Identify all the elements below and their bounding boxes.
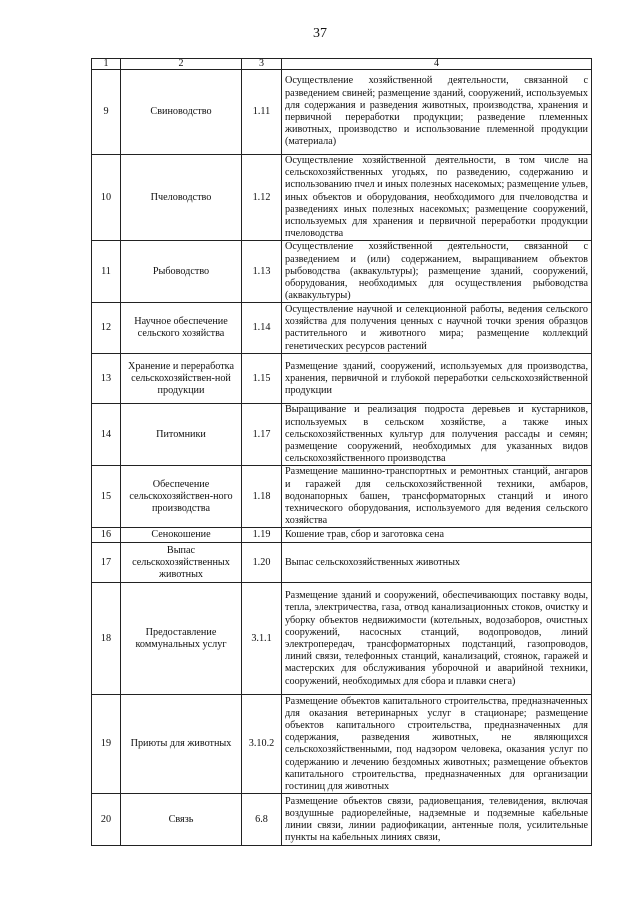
use-code: 3.10.2 (242, 695, 282, 794)
table-row (92, 303, 592, 354)
use-code: 1.17 (242, 404, 282, 466)
header-row (92, 59, 592, 70)
row-number: 17 (92, 543, 121, 583)
use-description: Размещение объектов связи, радиовещания, телевидения, включая воздушные радиорелейные, надземные и подземные кабельные линии связи, линии радиофикации, антенные поля, усилительные пункты на кабельных линиях связи, (282, 794, 592, 846)
table-row (92, 404, 592, 466)
use-name: Пчеловодство (121, 155, 242, 241)
use-name: Рыбоводство (121, 241, 242, 303)
use-code: 1.15 (242, 354, 282, 404)
table-row (92, 155, 592, 241)
use-description: Осуществление научной и селекционной работы, ведения сельского хозяйства для получения ценных с научной точки зрения образцов растительного и животного мира; размещение коллекций генетических ресурсов растений (282, 303, 592, 354)
use-name: Связь (121, 794, 242, 846)
use-code: 1.19 (242, 528, 282, 543)
use-description: Осуществление хозяйственной деятельности, связанной с разведением и (или) содержанием, выращиванием объектов рыбоводства (аквакультуры); размещение зданий, сооружений, оборудования, необходимых для осуществления рыбоводства (аквакультуры) (282, 241, 592, 303)
table-row (92, 695, 592, 794)
land-use-table (91, 58, 592, 846)
table-row (92, 794, 592, 846)
use-description: Размещение машинно-транспортных и ремонтных станций, ангаров и гаражей для сельскохозяйственной техники, амбаров, водонапорных башен, трансформаторных станций и иного технического оборудования, используемого для ведения сельского хозяйства (282, 466, 592, 528)
header-cell: 2 (121, 59, 242, 70)
row-number: 10 (92, 155, 121, 241)
use-description: Осуществление хозяйственной деятельности, в том числе на сельскохозяйственных угодьях, по разведению, содержанию и использованию пчел и иных полезных насекомых; размещение ульев, иных объектов и оборудования, необходимого для пчеловодства и разведениях иных полезных насекомых; размещение сооружений, используемых для хранения и первичной переработки продукции пчеловодства (282, 155, 592, 241)
page-number: 37 (313, 26, 327, 41)
use-code: 1.14 (242, 303, 282, 354)
table-row (92, 241, 592, 303)
table-row (92, 354, 592, 404)
header-cell: 4 (282, 59, 592, 70)
use-code: 3.1.1 (242, 583, 282, 695)
header-cell: 1 (92, 59, 121, 70)
use-description: Размещение объектов капитального строительства, предназначенных для оказания ветеринарных услуг в стационаре; размещение объектов капитального строительства, предназначенных для содержания, разведения животных, не являющихся сельскохозяйственными, под надзором человека, оказания услуг по содержанию и лечению бездомных животных; размещение объектов капитального строительства, предназначенных для организации гостиниц для животных (282, 695, 592, 794)
row-number: 18 (92, 583, 121, 695)
use-name: Сенокошение (121, 528, 242, 543)
use-name: Питомники (121, 404, 242, 466)
use-name: Приюты для животных (121, 695, 242, 794)
use-description: Выращивание и реализация подроста деревьев и кустарников, используемых в сельском хозяйстве, а также иных сельскохозяйственных культур для получения рассады и семян; размещение сооружений, необходимых для указанных видов сельскохозяйственного производства (282, 404, 592, 466)
use-name: Хранение и переработка сельскохозяйствен-ной продукции (121, 354, 242, 404)
use-code: 1.11 (242, 70, 282, 155)
use-code: 1.13 (242, 241, 282, 303)
table-row (92, 528, 592, 543)
row-number: 16 (92, 528, 121, 543)
row-number: 14 (92, 404, 121, 466)
use-code: 1.18 (242, 466, 282, 528)
use-description: Размещение зданий, сооружений, используемых для производства, хранения, первичной и глубокой переработки сельскохозяйственной продукции (282, 354, 592, 404)
use-code: 1.12 (242, 155, 282, 241)
use-description: Кошение трав, сбор и заготовка сена (282, 528, 592, 543)
use-name: Обеспечение сельскохозяйствен-ного производства (121, 466, 242, 528)
use-name: Предоставление коммунальных услуг (121, 583, 242, 695)
row-number: 13 (92, 354, 121, 404)
row-number: 20 (92, 794, 121, 846)
row-number: 15 (92, 466, 121, 528)
use-code: 1.20 (242, 543, 282, 583)
use-description: Выпас сельскохозяйственных животных (282, 543, 592, 583)
row-number: 12 (92, 303, 121, 354)
row-number: 19 (92, 695, 121, 794)
header-cell: 3 (242, 59, 282, 70)
row-number: 11 (92, 241, 121, 303)
use-name: Научное обеспечение сельского хозяйства (121, 303, 242, 354)
use-name: Свиноводство (121, 70, 242, 155)
use-description: Размещение зданий и сооружений, обеспечивающих поставку воды, тепла, электричества, газа, отвод канализационных стоков, очистку и уборку объектов недвижимости (котельных, водозаборов, очистных сооружений, насосных станций, водопроводов, линий электропередач, трансформаторных подстанций, газопроводов, линий связи, телефонных станций, канализаций, стоянок, гаражей и мастерских для обслуживания уборочной и аварийной техники, сооружений, необходимых для сбора и плавки снега) (282, 583, 592, 695)
table-row (92, 70, 592, 155)
table-row (92, 466, 592, 528)
use-code: 6.8 (242, 794, 282, 846)
row-number: 9 (92, 70, 121, 155)
use-name: Выпас сельскохозяйственных животных (121, 543, 242, 583)
use-description: Осуществление хозяйственной деятельности, связанной с разведением свиней; размещение зданий, сооружений, используемых для содержания и разведения животных, производства, хранения и первичной переработки продукции; разведение племенных животных, производство и использование племенной продукции (материала) (282, 70, 592, 155)
table-row (92, 543, 592, 583)
table-row (92, 583, 592, 695)
